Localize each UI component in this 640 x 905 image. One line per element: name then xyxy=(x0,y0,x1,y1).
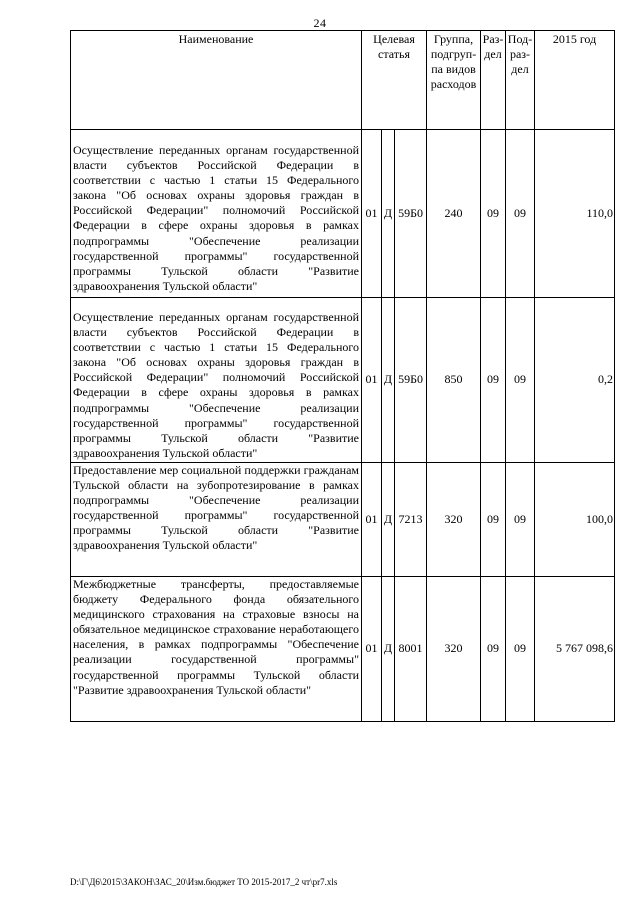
header-section: Раз- дел xyxy=(481,31,506,130)
article-code-1: 01 xyxy=(362,298,382,463)
header-subsection: Под- раз- дел xyxy=(506,31,535,130)
section: 09 xyxy=(481,463,506,577)
row-name: Межбюджетные трансферты, предоставляемые бюджету Федерального фонда обязательного медицинского страхования на страховые взносы на обязательное медицинское страхование неработающего населения, в рамках подпрограммы "Обеспечение реализации государственной программы" государственной программы Тульской области "Развитие здравоохранения Тульской области" xyxy=(71,577,362,722)
expense-group: 320 xyxy=(427,463,481,577)
article-code-2: Д xyxy=(382,463,395,577)
article-code-2: Д xyxy=(382,577,395,722)
amount-2015: 100,0 xyxy=(535,463,615,577)
row-name: Предоставление мер социальной поддержки гражданам Тульской области на зубопротезирование в рамках подпрограммы "Обеспечение реализации государственной программы" государственной программы Тульской области "Развитие здравоохранения Тульской области" xyxy=(71,463,362,577)
table-row xyxy=(71,130,615,298)
article-code-2: Д xyxy=(382,130,395,298)
expense-group: 240 xyxy=(427,130,481,298)
table-row xyxy=(71,298,615,463)
subsection: 09 xyxy=(506,463,535,577)
subsection: 09 xyxy=(506,130,535,298)
file-path-footer: D:\Г\Д6\2015\ЗАКОН\ЗАС_20\Изм.бюджет ТО 2015-2017_2 чт\pr7.xls xyxy=(70,877,338,887)
article-code-3: 59Б0 xyxy=(395,130,427,298)
section: 09 xyxy=(481,298,506,463)
row-name: Осуществление переданных органам государственной власти субъектов Российской Федерации в соответствии с частью 1 статьи 15 Федерального закона "Об основах охраны здоровья граждан в Российской Федерации" полномочий Российской Федерации в сфере охраны здоровья в рамках подпрограммы "Обеспечение реализации государственной программы" государственной программы Тульской области "Развитие здравоохранения Тульской области" xyxy=(71,130,362,298)
budget-table xyxy=(70,30,615,722)
amount-2015: 0,2 xyxy=(535,298,615,463)
subsection: 09 xyxy=(506,298,535,463)
expense-group: 850 xyxy=(427,298,481,463)
table-row xyxy=(71,577,615,722)
header-target-article: Целевая статья xyxy=(362,31,427,130)
row-name: Осуществление переданных органам государственной власти субъектов Российской Федерации в соответствии с частью 1 статьи 15 Федерального закона "Об основах охраны здоровья граждан в Российской Федерации" полномочий Российской Федерации в сфере охраны здоровья в рамках подпрограммы "Обеспечение реализации государственной программы" государственной программы Тульской области "Развитие здравоохранения Тульской области" xyxy=(71,298,362,463)
amount-2015: 5 767 098,6 xyxy=(535,577,615,722)
section: 09 xyxy=(481,130,506,298)
subsection: 09 xyxy=(506,577,535,722)
article-code-3: 7213 xyxy=(395,463,427,577)
expense-group: 320 xyxy=(427,577,481,722)
amount-2015: 110,0 xyxy=(535,130,615,298)
article-code-3: 8001 xyxy=(395,577,427,722)
header-row xyxy=(71,31,615,130)
section: 09 xyxy=(481,577,506,722)
table-row xyxy=(71,463,615,577)
article-code-1: 01 xyxy=(362,463,382,577)
article-code-3: 59Б0 xyxy=(395,298,427,463)
article-code-2: Д xyxy=(382,298,395,463)
article-code-1: 01 xyxy=(362,577,382,722)
header-expense-group: Группа, подгруп- па видов расходов xyxy=(427,31,481,130)
page-number: 24 xyxy=(313,16,327,30)
header-name: Наименование xyxy=(71,31,362,130)
article-code-1: 01 xyxy=(362,130,382,298)
header-year: 2015 год xyxy=(535,31,615,130)
